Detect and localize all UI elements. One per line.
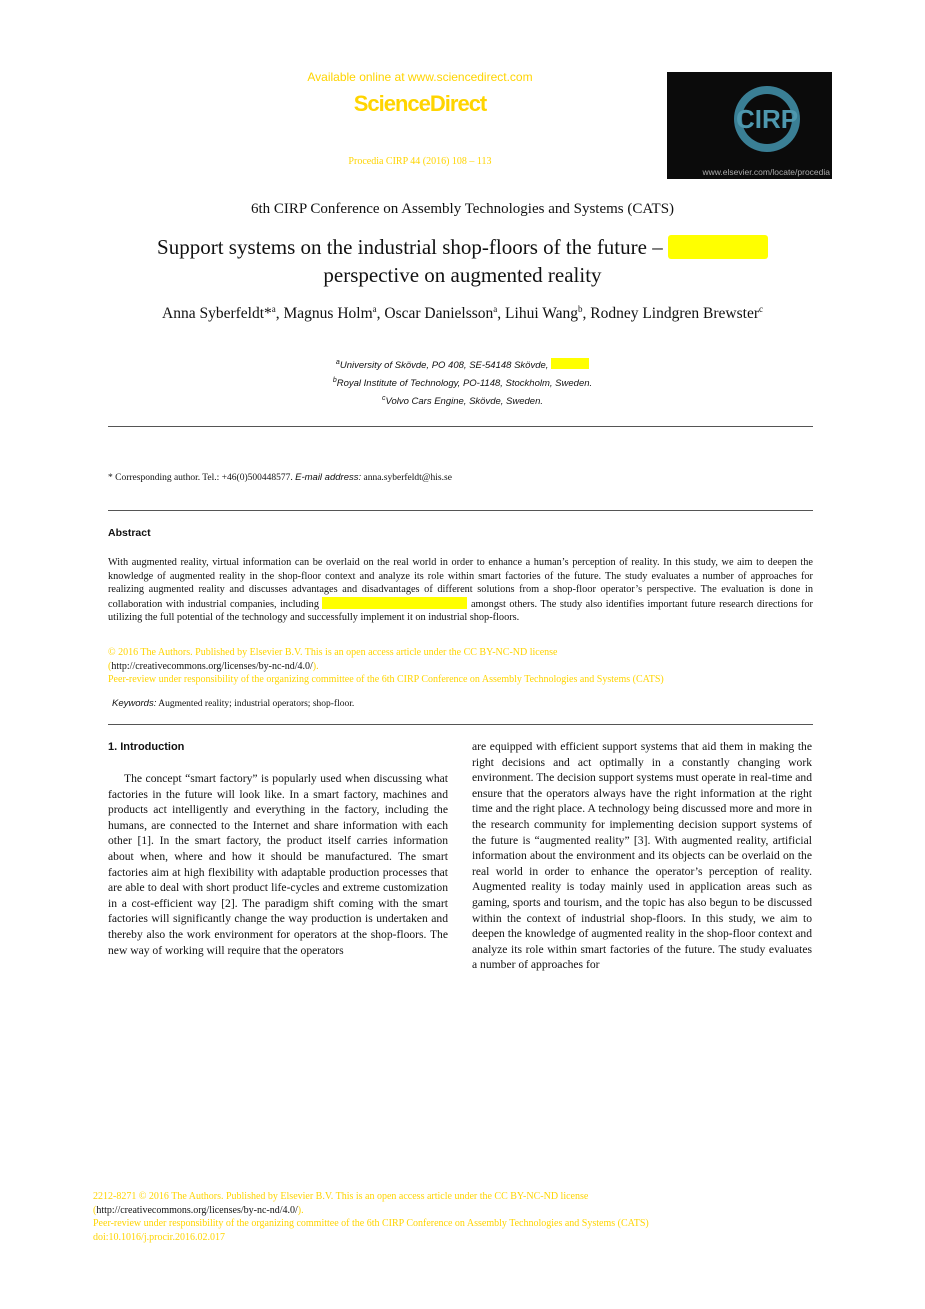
divider [108, 426, 813, 427]
abstract-text: With augmented reality, virtual information can be overlaid on the real world in order to enhance a human’s perception of reality. In this study, we aim to deepen the knowledge of augmented reality in the shop-floor context and analyze its role within smart factories of the future. The study evaluates a number of approaches for realizing augmented reality and discusses advantages and disadvantages of different solutions from a shop-floor operator’s perspective. The evaluation is done in collaboration with industrial companies, including amongst others. The study also identifies important future research directions for utilizing the full potential of the technology and successfully implement it on industrial shop-floors. [108, 557, 813, 624]
author-name: Anna Syberfeldt* [162, 305, 272, 323]
affiliation-c: $^c$Volvo Cars Engine, Skövde, Sweden. [381, 395, 544, 408]
conference-name: 6th CIRP Conference on Assembly Technologies and Systems (CATS) [250, 201, 675, 217]
license-line: © 2016 The Authors. Published by Elsevier B.V. This is an open access article under the CC BY-NC-ND license [108, 647, 558, 658]
cirp-emblem-icon [667, 72, 832, 179]
footer-peer-review: Peer-review under responsibility of the organizing committee of the 6th CIRP Conference on Assembly Technologies and Systems (CATS) [93, 1218, 649, 1230]
corresponding-author: * Corresponding author. Tel.: +46(0)500448577. E-mail address: anna.syberfeldt@his.se [108, 472, 452, 483]
title-line-1: Support systems on the industrial shop-floors of the future – [157, 235, 663, 259]
procedia-reference: Procedia CIRP 44 (2016) 108 – 113 [348, 156, 492, 167]
author-name: Oscar Danielsson [384, 305, 494, 323]
body-column-right: are equipped with efficient support systems that aid them in making the right decisions and act optimally in a constantly changing work environment. The decision support systems must operate in real-time and ensure that the operators always have the right information at the right time and the right place. A technology being discussed more and more in the research community for implementing decision support systems of the future is “augmented reality” [3]. With augmented reality, artificial information about the environment and its objects can be overlaid on the real world in order to enhance the operator’s perception of reality. Augmented reality is today mainly used in application areas such as gaming, sports and tourism, and the topic has also begun to be discussed within the context of industrial shop-floors. In this study, we aim to deepen the knowledge of augmented reality in the shop-floor context and analyze its role within smart factories of the future. The study evaluates a number of approaches for [472, 740, 812, 972]
section-heading: 1. Introduction [108, 741, 185, 753]
title-line-2: perspective on augmented reality [323, 263, 602, 287]
footer-line: 2212-8271 © 2016 The Authors. Published by Elsevier B.V. This is an open access article under the CC BY-NC-ND license [93, 1191, 589, 1202]
cirp-logo [667, 72, 832, 179]
logo-text: CIRP [735, 104, 799, 134]
body-column-left: The concept “smart factory” is popularly used when discussing what factories in the future will look like. In a smart factory, machines and products act intelligently and everything in the factory, including the humans, are connected to the Internet and share information with each other [1]. In the smart factory, the product itself carries information about when, where and how it should be manufactured. The smart factories aim at high flexibility with adaptable production processes that are able to deal with short product life-cycles and extreme customization in a cost-efficient way [2]. The paradigm shift coming with the smart factories will significantly change the way production is undertaken and thereby also the work environment for operators at the shop-floors. The new way of working will require that the operators [108, 772, 448, 957]
logo-url: www.elsevier.com/locate/procedia [702, 167, 830, 177]
license-link[interactable]: http://creativecommons.org/licenses/by-nc-nd/4.0/ [111, 660, 313, 672]
author-name: Rodney Lindgren Brewster [590, 305, 759, 323]
sciencedirect-logo[interactable]: ScienceDirect [353, 91, 487, 116]
author-name: Lihui Wang [505, 305, 578, 323]
email-link[interactable]: anna.syberfeldt@his.se [363, 473, 452, 483]
footer-license: 2212-8271 © 2016 The Authors. Published by Elsevier B.V. This is an open access article under the CC BY-NC-ND license (http://creativecommons.org/licenses/by-nc-nd/4.0/). Peer-review under responsibility of the organizing committee of the 6th CIRP Conference on Assembly Technologies and Systems (CATS) doi:10.1016/j.procir.2016.02.017 [93, 1190, 813, 1244]
affiliation-redaction [551, 358, 589, 369]
footer-doi[interactable]: doi:10.1016/j.procir.2016.02.017 [93, 1231, 225, 1243]
email-label: E-mail address: [295, 472, 362, 483]
keywords-label: Keywords: [112, 698, 157, 709]
affiliation-b: $^b$Royal Institute of Technology, PO-1148, Stockholm, Sweden. [332, 377, 593, 390]
license-block: © 2016 The Authors. Published by Elsevier B.V. This is an open access article under the CC BY-NC-ND license (http://creativecommons.org/licenses/by-nc-nd/4.0/). Peer-review under responsibility of the organizing committee of the 6th CIRP Conference on Assembly Technologies and Systems (CATS) [108, 646, 813, 687]
affiliation-a: $^a$University of Skövde, PO 408, SE-54148 Skövde, [0, 355, 925, 373]
paper-title [90, 233, 835, 289]
abstract-redaction [322, 597, 467, 609]
author-list: Anna Syberfeldt*$^a$, Magnus Holm$^a$, Oscar Danielsson$^a$, Lihui Wang$^b$, Rodney Lindgren Brewster$^c$ [162, 304, 763, 323]
available-online-text[interactable]: Available online at www.sciencedirect.com [307, 70, 533, 84]
peer-review-line: Peer-review under responsibility of the organizing committee of the 6th CIRP Conference on Assembly Technologies and Systems (CATS) [108, 674, 664, 686]
footer-link[interactable]: http://creativecommons.org/licenses/by-nc-nd/4.0/ [96, 1204, 298, 1216]
affiliations [0, 355, 925, 409]
abstract-heading: Abstract [108, 527, 151, 539]
keywords-text: Augmented reality; industrial operators; shop-floor. [158, 699, 355, 709]
keywords [112, 698, 354, 709]
author-name: Magnus Holm [283, 305, 373, 323]
divider [108, 510, 813, 511]
divider [108, 724, 813, 725]
title-redaction [668, 235, 768, 259]
